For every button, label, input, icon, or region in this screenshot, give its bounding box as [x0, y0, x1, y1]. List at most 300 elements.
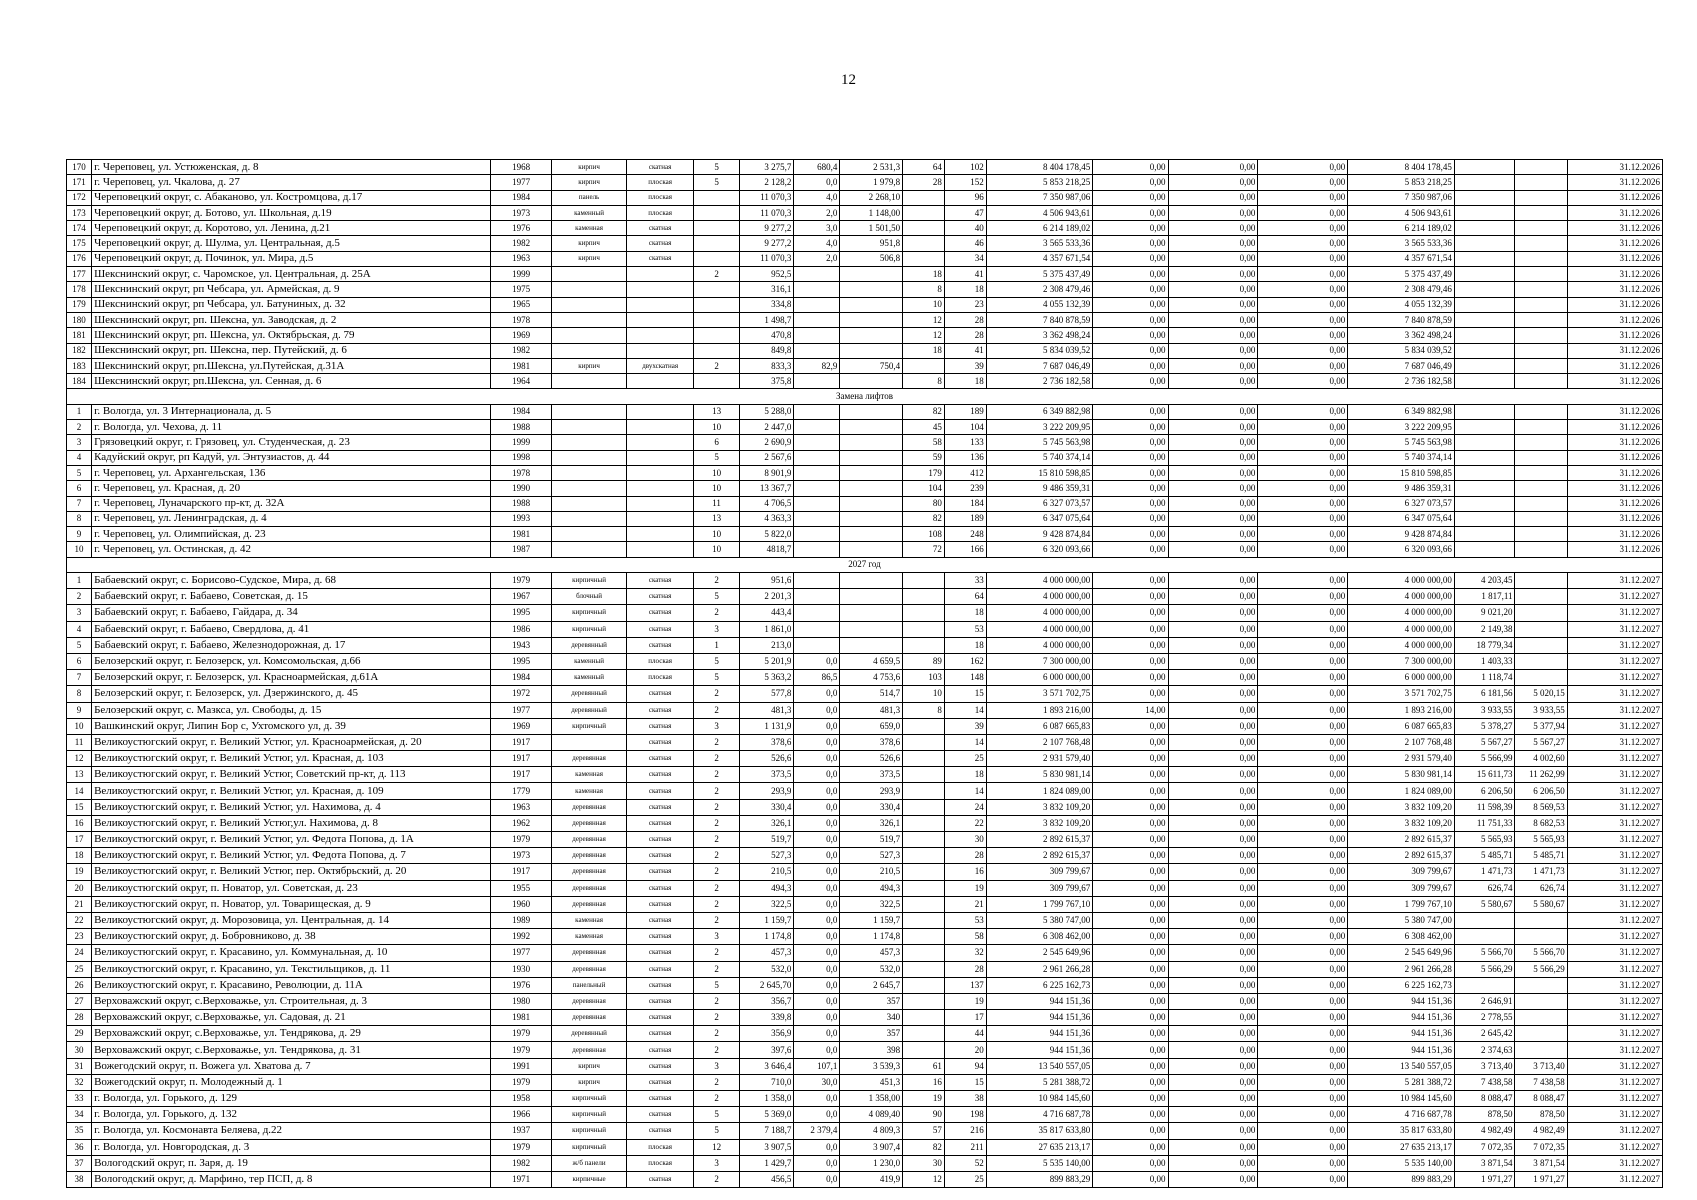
cell-floors: 5 [694, 653, 740, 669]
cell-other-share: 0,00 [1258, 945, 1348, 961]
cell-budget-share: 0,00 [1168, 815, 1258, 831]
cell-limit-cost [1515, 450, 1567, 465]
cell-wall-material: деревянный [551, 702, 626, 718]
cell-total-area: 213,0 [740, 637, 794, 653]
cell-roof-type: скатная [627, 1123, 694, 1139]
table-row [67, 404, 1663, 419]
cell-other-share: 0,00 [1258, 1042, 1348, 1058]
cell-total-cost: 5 535 140,00 [986, 1155, 1093, 1171]
cell-limit-cost [1515, 511, 1567, 526]
cell-fund-share: 0,00 [1093, 686, 1168, 702]
cell-residential-area [840, 589, 903, 605]
cell-row-number: 26 [67, 977, 92, 993]
cell-wall-material [551, 297, 626, 312]
cell-roof-type: скатная [627, 864, 694, 880]
cell-wall-material: кирпич [551, 236, 626, 251]
cell-specific-cost: 18 779,34 [1454, 637, 1515, 653]
cell-budget-share: 0,00 [1168, 1091, 1258, 1107]
cell-specific-cost [1454, 435, 1515, 450]
cell-fund-share: 0,00 [1093, 993, 1168, 1009]
cell-residents: 239 [944, 481, 986, 496]
table-row [67, 1058, 1663, 1074]
cell-specific-cost [1454, 221, 1515, 236]
cell-floors: 2 [694, 799, 740, 815]
cell-total-area: 1 429,7 [740, 1155, 794, 1171]
cell-limit-cost [1515, 343, 1567, 358]
cell-residential-area: 419,9 [840, 1171, 903, 1187]
cell-address: Великоустюгский округ, г. Великий Устюг, ул. Красная, д. 103 [92, 751, 491, 767]
cell-owners-funds: 5 535 140,00 [1348, 1155, 1455, 1171]
cell-fund-share: 0,00 [1093, 404, 1168, 419]
cell-row-number: 174 [67, 221, 92, 236]
cell-floors [694, 221, 740, 236]
cell-other-share: 0,00 [1258, 1155, 1348, 1171]
cell-floors: 10 [694, 465, 740, 480]
cell-wall-material: деревянная [551, 896, 626, 912]
cell-specific-cost: 4 982,49 [1454, 1123, 1515, 1139]
cell-address: Череповецкий округ, д. Шулма, ул. Центральная, д.5 [92, 236, 491, 251]
cell-limit-cost [1515, 993, 1567, 1009]
cell-owners-funds: 4 055 132,39 [1348, 297, 1455, 312]
cell-floors: 2 [694, 896, 740, 912]
cell-wall-material [551, 542, 626, 557]
cell-owners-funds: 7 350 987,06 [1348, 190, 1455, 205]
cell-residential-area [840, 267, 903, 282]
cell-residential-area [840, 374, 903, 389]
cell-other-share: 0,00 [1258, 670, 1348, 686]
cell-wall-material: кирпич [551, 175, 626, 190]
cell-roof-type [627, 450, 694, 465]
table-row [67, 236, 1663, 251]
cell-budget-share: 0,00 [1168, 637, 1258, 653]
cell-other-share: 0,00 [1258, 343, 1348, 358]
cell-residents: 18 [944, 637, 986, 653]
cell-specific-cost: 6 181,56 [1454, 686, 1515, 702]
cell-build-year: 1998 [491, 450, 552, 465]
cell-limit-cost [1515, 621, 1567, 637]
cell-fund-share: 0,00 [1093, 481, 1168, 496]
cell-row-number: 9 [67, 702, 92, 718]
cell-residential-area [840, 343, 903, 358]
cell-completion-date: 31.12.2027 [1567, 718, 1662, 734]
cell-owners-funds: 1 893 216,00 [1348, 702, 1455, 718]
cell-completion-date: 31.12.2026 [1567, 175, 1662, 190]
cell-residential-area [840, 542, 903, 557]
cell-build-year: 1999 [491, 435, 552, 450]
cell-floors: 2 [694, 358, 740, 373]
cell-row-number: 5 [67, 637, 92, 653]
cell-other-share: 0,00 [1258, 702, 1348, 718]
cell-completion-date: 31.12.2027 [1567, 945, 1662, 961]
cell-residential-area [840, 435, 903, 450]
cell-floors: 10 [694, 420, 740, 435]
cell-build-year: 1993 [491, 511, 552, 526]
cell-total-area: 7 188,7 [740, 1123, 794, 1139]
cell-limit-cost [1515, 328, 1567, 343]
cell-wall-material: кирпич [551, 160, 626, 175]
cell-residential-area [840, 637, 903, 653]
cell-total-cost: 2 545 649,96 [986, 945, 1093, 961]
cell-total-cost: 3 362 498,24 [986, 328, 1093, 343]
cell-total-area: 2 645,70 [740, 977, 794, 993]
cell-floors: 2 [694, 864, 740, 880]
cell-residents: 18 [944, 767, 986, 783]
cell-build-year: 1917 [491, 864, 552, 880]
cell-row-number: 6 [67, 653, 92, 669]
cell-wall-material [551, 496, 626, 511]
cell-apartments: 10 [903, 297, 945, 312]
cell-row-number: 177 [67, 267, 92, 282]
cell-row-number: 33 [67, 1091, 92, 1107]
cell-row-number: 34 [67, 1107, 92, 1123]
cell-budget-share: 0,00 [1168, 527, 1258, 542]
cell-row-number: 20 [67, 880, 92, 896]
cell-residents: 28 [944, 961, 986, 977]
cell-apartments [903, 190, 945, 205]
cell-nonresidential-area: 0,0 [794, 993, 840, 1009]
cell-address: Великоустюгский округ, г. Красавино, ул. Коммунальная, д. 10 [92, 945, 491, 961]
cell-nonresidential-area: 0,0 [794, 799, 840, 815]
cell-completion-date: 31.12.2026 [1567, 527, 1662, 542]
cell-floors [694, 312, 740, 327]
table-row [67, 251, 1663, 266]
cell-address: г. Череповец, ул. Красная, д. 20 [92, 481, 491, 496]
cell-wall-material: кирпич [551, 251, 626, 266]
cell-row-number: 1 [67, 404, 92, 419]
table-row [67, 221, 1663, 236]
cell-budget-share: 0,00 [1168, 832, 1258, 848]
cell-budget-share: 0,00 [1168, 343, 1258, 358]
cell-roof-type [627, 374, 694, 389]
cell-residents: 184 [944, 496, 986, 511]
cell-residents: 412 [944, 465, 986, 480]
cell-limit-cost: 5 565,93 [1515, 832, 1567, 848]
cell-other-share: 0,00 [1258, 175, 1348, 190]
cell-completion-date: 31.12.2027 [1567, 589, 1662, 605]
cell-residential-area: 451,3 [840, 1074, 903, 1090]
cell-wall-material [551, 435, 626, 450]
cell-owners-funds: 4 000 000,00 [1348, 621, 1455, 637]
cell-floors: 10 [694, 542, 740, 557]
cell-floors: 13 [694, 511, 740, 526]
cell-build-year: 1963 [491, 251, 552, 266]
cell-apartments [903, 929, 945, 945]
cell-total-cost: 1 893 216,00 [986, 702, 1093, 718]
table-row [67, 205, 1663, 220]
cell-wall-material: деревянная [551, 832, 626, 848]
cell-nonresidential-area: 2,0 [794, 251, 840, 266]
table-row [67, 734, 1663, 750]
table-row [67, 450, 1663, 465]
cell-build-year: 1955 [491, 880, 552, 896]
cell-wall-material [551, 734, 626, 750]
cell-total-area: 2 201,3 [740, 589, 794, 605]
cell-wall-material: каменный [551, 205, 626, 220]
table-row [67, 896, 1663, 912]
cell-nonresidential-area: 4,0 [794, 236, 840, 251]
cell-build-year: 1977 [491, 702, 552, 718]
cell-total-area: 373,5 [740, 767, 794, 783]
cell-total-area: 519,7 [740, 832, 794, 848]
cell-specific-cost: 8 088,47 [1454, 1091, 1515, 1107]
cell-other-share: 0,00 [1258, 297, 1348, 312]
cell-apartments [903, 718, 945, 734]
cell-row-number: 178 [67, 282, 92, 297]
table-row [67, 496, 1663, 511]
cell-specific-cost [1454, 527, 1515, 542]
cell-limit-cost: 626,74 [1515, 880, 1567, 896]
cell-roof-type: скатная [627, 734, 694, 750]
cell-address: Великоустюгский округ, г. Великий Устюг, ул. Красная, д. 109 [92, 783, 491, 799]
cell-limit-cost [1515, 670, 1567, 686]
cell-other-share: 0,00 [1258, 205, 1348, 220]
cell-budget-share: 0,00 [1168, 175, 1258, 190]
cell-roof-type: плоская [627, 1139, 694, 1155]
cell-floors [694, 328, 740, 343]
cell-completion-date: 31.12.2026 [1567, 343, 1662, 358]
cell-build-year: 1966 [491, 1107, 552, 1123]
cell-budget-share: 0,00 [1168, 1155, 1258, 1171]
cell-other-share: 0,00 [1258, 1107, 1348, 1123]
cell-residential-area: 514,7 [840, 686, 903, 702]
cell-completion-date: 31.12.2027 [1567, 1107, 1662, 1123]
cell-specific-cost: 2 778,55 [1454, 1010, 1515, 1026]
cell-total-area: 9 277,2 [740, 221, 794, 236]
cell-total-area: 481,3 [740, 702, 794, 718]
cell-row-number: 2 [67, 420, 92, 435]
table-row [67, 637, 1663, 653]
cell-fund-share: 0,00 [1093, 929, 1168, 945]
cell-limit-cost: 3 713,40 [1515, 1058, 1567, 1074]
cell-build-year: 1995 [491, 653, 552, 669]
cell-row-number: 10 [67, 542, 92, 557]
cell-residential-area: 2 531,3 [840, 160, 903, 175]
cell-specific-cost: 3 933,55 [1454, 702, 1515, 718]
cell-build-year: 1958 [491, 1091, 552, 1107]
cell-nonresidential-area: 3,0 [794, 221, 840, 236]
cell-residential-area [840, 297, 903, 312]
cell-limit-cost [1515, 236, 1567, 251]
cell-limit-cost [1515, 977, 1567, 993]
cell-build-year: 1779 [491, 783, 552, 799]
cell-nonresidential-area [794, 637, 840, 653]
cell-roof-type [627, 527, 694, 542]
cell-residential-area: 532,0 [840, 961, 903, 977]
cell-nonresidential-area: 82,9 [794, 358, 840, 373]
cell-residential-area [840, 282, 903, 297]
cell-budget-share: 0,00 [1168, 404, 1258, 419]
cell-wall-material: деревянная [551, 961, 626, 977]
cell-wall-material [551, 374, 626, 389]
cell-total-area: 9 277,2 [740, 236, 794, 251]
cell-completion-date: 31.12.2027 [1567, 1139, 1662, 1155]
cell-specific-cost: 878,50 [1454, 1107, 1515, 1123]
cell-row-number: 1 [67, 573, 92, 589]
cell-floors: 2 [694, 573, 740, 589]
table-row [67, 435, 1663, 450]
cell-roof-type: скатная [627, 573, 694, 589]
cell-specific-cost: 3 871,54 [1454, 1155, 1515, 1171]
cell-floors: 2 [694, 880, 740, 896]
cell-total-cost: 10 984 145,60 [986, 1091, 1093, 1107]
cell-address: г. Вологда, ул. Горького, д. 129 [92, 1091, 491, 1107]
cell-limit-cost [1515, 205, 1567, 220]
cell-owners-funds: 3 222 209,95 [1348, 420, 1455, 435]
cell-other-share: 0,00 [1258, 799, 1348, 815]
cell-residents: 25 [944, 751, 986, 767]
cell-apartments: 16 [903, 1074, 945, 1090]
cell-row-number: 8 [67, 686, 92, 702]
cell-budget-share: 0,00 [1168, 450, 1258, 465]
cell-residents: 189 [944, 404, 986, 419]
cell-nonresidential-area [794, 542, 840, 557]
cell-roof-type [627, 542, 694, 557]
cell-total-area: 1 159,7 [740, 912, 794, 928]
cell-other-share: 0,00 [1258, 358, 1348, 373]
cell-residents: 40 [944, 221, 986, 236]
cell-limit-cost [1515, 1042, 1567, 1058]
cell-row-number: 170 [67, 160, 92, 175]
cell-residents: 14 [944, 783, 986, 799]
cell-build-year: 1969 [491, 328, 552, 343]
cell-floors: 5 [694, 160, 740, 175]
cell-total-cost: 6 225 162,73 [986, 977, 1093, 993]
cell-other-share: 0,00 [1258, 573, 1348, 589]
cell-fund-share: 0,00 [1093, 1010, 1168, 1026]
cell-nonresidential-area: 0,0 [794, 880, 840, 896]
cell-limit-cost [1515, 404, 1567, 419]
cell-residents: 32 [944, 945, 986, 961]
cell-address: Бабаевский округ, г. Бабаево, Железнодорожная, д. 17 [92, 637, 491, 653]
cell-residents: 19 [944, 993, 986, 1009]
cell-total-area: 2 128,2 [740, 175, 794, 190]
cell-total-area: 356,7 [740, 993, 794, 1009]
cell-specific-cost [1454, 977, 1515, 993]
cell-limit-cost: 3 933,55 [1515, 702, 1567, 718]
table-row [67, 420, 1663, 435]
cell-wall-material: деревянный [551, 686, 626, 702]
cell-nonresidential-area: 0,0 [794, 1171, 840, 1187]
table-row [67, 542, 1663, 557]
cell-limit-cost [1515, 251, 1567, 266]
cell-total-area: 4818,7 [740, 542, 794, 557]
cell-residents: 216 [944, 1123, 986, 1139]
cell-specific-cost: 5 567,27 [1454, 734, 1515, 750]
cell-build-year: 1978 [491, 312, 552, 327]
cell-floors: 2 [694, 1091, 740, 1107]
cell-floors: 2 [694, 945, 740, 961]
cell-apartments: 103 [903, 670, 945, 686]
cell-address: Великоустюгский округ, г. Великий Устюг, ул. Нахимова, д. 4 [92, 799, 491, 815]
cell-completion-date: 31.12.2026 [1567, 297, 1662, 312]
cell-fund-share: 0,00 [1093, 1107, 1168, 1123]
cell-residential-area: 2 645,7 [840, 977, 903, 993]
cell-address: Белозерский округ, г. Белозерск, ул. Красноармейская, д.61А [92, 670, 491, 686]
table-row [67, 751, 1663, 767]
cell-nonresidential-area [794, 481, 840, 496]
cell-total-cost: 6 320 093,66 [986, 542, 1093, 557]
cell-apartments [903, 1026, 945, 1042]
cell-total-cost: 3 832 109,20 [986, 815, 1093, 831]
cell-address: Великоустюгский округ, г. Красавино, ул. Текстильщиков, д. 11 [92, 961, 491, 977]
cell-total-cost: 7 300 000,00 [986, 653, 1093, 669]
cell-fund-share: 0,00 [1093, 799, 1168, 815]
cell-floors: 2 [694, 815, 740, 831]
cell-row-number: 172 [67, 190, 92, 205]
cell-budget-share: 0,00 [1168, 420, 1258, 435]
cell-nonresidential-area: 680,4 [794, 160, 840, 175]
table-row [67, 1026, 1663, 1042]
cell-owners-funds: 309 799,67 [1348, 864, 1455, 880]
cell-total-cost: 5 740 374,14 [986, 450, 1093, 465]
cell-nonresidential-area: 0,0 [794, 961, 840, 977]
cell-nonresidential-area: 0,0 [794, 783, 840, 799]
cell-budget-share: 0,00 [1168, 267, 1258, 282]
cell-residents: 133 [944, 435, 986, 450]
cell-limit-cost [1515, 527, 1567, 542]
cell-residents: 137 [944, 977, 986, 993]
cell-other-share: 0,00 [1258, 267, 1348, 282]
cell-apartments [903, 864, 945, 880]
cell-nonresidential-area: 4,0 [794, 190, 840, 205]
cell-completion-date: 31.12.2027 [1567, 637, 1662, 653]
cell-build-year: 1992 [491, 929, 552, 945]
table-row [67, 1139, 1663, 1155]
cell-wall-material [551, 343, 626, 358]
cell-wall-material: панель [551, 190, 626, 205]
cell-owners-funds: 4 357 671,54 [1348, 251, 1455, 266]
cell-total-area: 952,5 [740, 267, 794, 282]
cell-other-share: 0,00 [1258, 880, 1348, 896]
cell-fund-share: 0,00 [1093, 420, 1168, 435]
cell-wall-material: каменная [551, 221, 626, 236]
cell-completion-date: 31.12.2027 [1567, 832, 1662, 848]
table-row [67, 1171, 1663, 1187]
cell-fund-share: 0,00 [1093, 496, 1168, 511]
cell-other-share: 0,00 [1258, 848, 1348, 864]
cell-floors: 5 [694, 450, 740, 465]
cell-apartments: 10 [903, 686, 945, 702]
cell-budget-share: 0,00 [1168, 1042, 1258, 1058]
cell-specific-cost: 15 611,73 [1454, 767, 1515, 783]
table-row [67, 848, 1663, 864]
cell-apartments: 104 [903, 481, 945, 496]
cell-residents: 58 [944, 929, 986, 945]
cell-nonresidential-area [794, 435, 840, 450]
cell-limit-cost [1515, 496, 1567, 511]
cell-completion-date: 31.12.2026 [1567, 221, 1662, 236]
cell-owners-funds: 2 892 615,37 [1348, 832, 1455, 848]
cell-residents: 152 [944, 175, 986, 190]
cell-total-cost: 2 892 615,37 [986, 848, 1093, 864]
cell-other-share: 0,00 [1258, 977, 1348, 993]
cell-nonresidential-area [794, 420, 840, 435]
cell-residents: 25 [944, 1171, 986, 1187]
cell-completion-date: 31.12.2026 [1567, 328, 1662, 343]
cell-owners-funds: 6 214 189,02 [1348, 221, 1455, 236]
cell-limit-cost [1515, 282, 1567, 297]
cell-completion-date: 31.12.2026 [1567, 236, 1662, 251]
cell-row-number: 10 [67, 718, 92, 734]
cell-limit-cost: 8 682,53 [1515, 815, 1567, 831]
cell-total-area: 1 174,8 [740, 929, 794, 945]
cell-address: Вологодский округ, п. Заря, д. 19 [92, 1155, 491, 1171]
cell-residents: 198 [944, 1107, 986, 1123]
cell-wall-material: кирпич [551, 1074, 626, 1090]
cell-floors: 3 [694, 1155, 740, 1171]
cell-total-cost: 5 745 563,98 [986, 435, 1093, 450]
cell-budget-share: 0,00 [1168, 718, 1258, 734]
